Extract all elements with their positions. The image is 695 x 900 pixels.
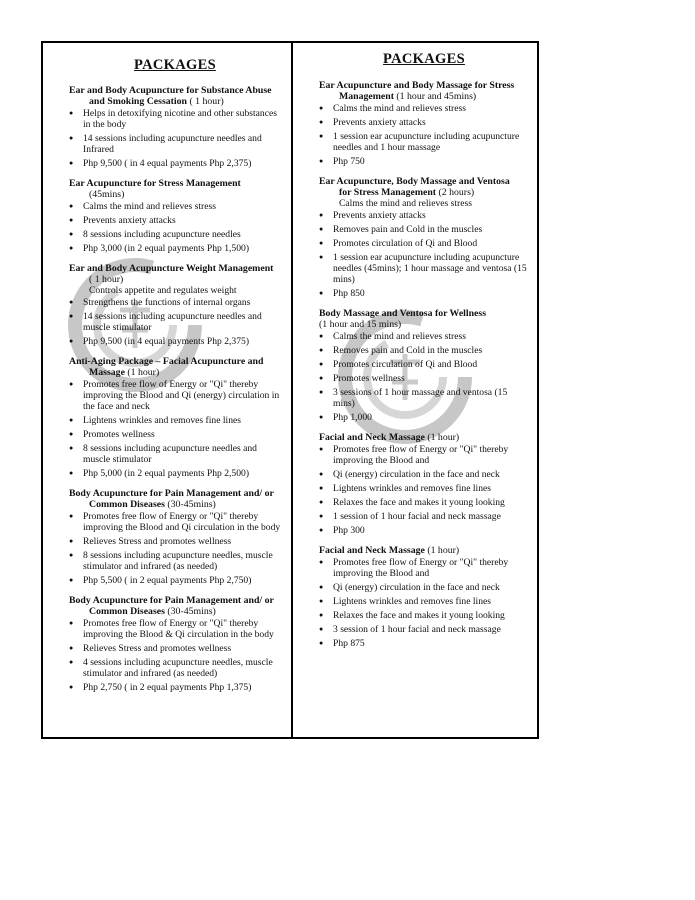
package-block [319, 308, 529, 423]
list-item: ● Php 300 [319, 525, 529, 536]
package-block [69, 263, 281, 347]
packages-sheet [41, 41, 539, 739]
list-item: ● Qi (energy) circulation in the face and neck [319, 582, 529, 593]
package-duration: (1 hour and 45mins) [396, 91, 477, 102]
package-duration: (2 hours) [438, 187, 475, 198]
list-item: ● 3 session of 1 hour facial and neck massage [319, 624, 529, 635]
package-item-list [69, 297, 281, 347]
package-title [319, 176, 529, 198]
package-duration: (45mins) [89, 189, 125, 200]
package-title-continuation [319, 91, 529, 102]
package-title [319, 432, 529, 443]
list-item: ● 4 sessions including acupuncture needles, muscle stimulator and infrared (as needed) [69, 657, 281, 679]
list-item: ● Php 1,000 [319, 412, 529, 423]
package-title [319, 545, 529, 556]
package-duration: ( 1 hour) [189, 96, 224, 107]
package-title-text: Body Massage and Ventosa for Wellness [319, 308, 487, 319]
package-duration: (30-45mins) [167, 606, 216, 617]
list-item: ● Calms the mind and relieves stress [319, 103, 529, 114]
list-item: ● Helps in detoxifying nicotine and other substances in the body [69, 108, 281, 130]
list-item: ● Promotes free flow of Energy or "Qi" thereby improving the Blood & Qi circulation in the body [69, 618, 281, 640]
package-item-list [69, 201, 281, 254]
package-title [319, 80, 529, 102]
list-item: ● Prevents anxiety attacks [69, 215, 281, 226]
package-title-cont-text: Management [339, 91, 394, 102]
list-item: ● Prevents anxiety attacks [319, 210, 529, 221]
package-item-list [319, 444, 529, 536]
list-item: ● Promotes free flow of Energy or "Qi" thereby improving the Blood and Qi (energy) circulation in the face and neck [69, 379, 281, 412]
list-item: ● Removes pain and Cold in the muscles [319, 224, 529, 235]
list-item: ● Removes pain and Cold in the muscles [319, 345, 529, 356]
right-heading: PACKAGES [383, 51, 465, 67]
list-item: ● 14 sessions including acupuncture needles and Infrared [69, 133, 281, 155]
package-block [319, 176, 529, 299]
package-title-text: Facial and Neck Massage [319, 432, 425, 443]
list-item: ● Promotes wellness [69, 429, 281, 440]
list-item: ● Qi (energy) circulation in the face and neck [319, 469, 529, 480]
package-duration: (30-45mins) [167, 499, 216, 510]
package-title [69, 178, 281, 200]
package-block [69, 595, 281, 693]
package-item-list [69, 108, 281, 169]
package-duration: (1 hour) [427, 432, 460, 443]
list-item: ● Php 3,000 (in 2 equal payments Php 1,500) [69, 243, 281, 254]
package-item-list [69, 618, 281, 693]
package-title [69, 595, 281, 617]
package-note: Controls appetite and regulates weight [89, 285, 237, 296]
package-item-list [319, 210, 529, 299]
package-title-continuation [319, 187, 529, 198]
list-item: ● 8 sessions including acupuncture needles and muscle stimulator [69, 443, 281, 465]
right-package-list [319, 80, 529, 649]
list-item: ● Relaxes the face and makes it young looking [319, 610, 529, 621]
package-duration: (1 hour) [427, 545, 460, 556]
list-item: ● 1 session ear acupuncture including acupuncture needles and 1 hour massage [319, 131, 529, 153]
list-item: ● Php 9,500 (in 4 equal payments Php 2,375) [69, 336, 281, 347]
list-item: ● Php 750 [319, 156, 529, 167]
list-item: ● 8 sessions including acupuncture needles, muscle stimulator and infrared (as needed) [69, 550, 281, 572]
package-title-continuation [69, 96, 281, 107]
list-item: ● Php 5,000 (in 2 equal payments Php 2,500) [69, 468, 281, 479]
package-title-text: Ear and Body Acupuncture Weight Management [69, 263, 274, 274]
package-title [69, 85, 281, 107]
package-duration-line [319, 319, 529, 330]
package-duration-line [69, 189, 281, 200]
package-block [319, 545, 529, 649]
package-item-list [69, 511, 281, 586]
left-heading: PACKAGES [134, 57, 216, 73]
list-item: ● Calms the mind and relieves stress [69, 201, 281, 212]
list-item: ● Promotes circulation of Qi and Blood [319, 359, 529, 370]
package-title-text: Body Acupuncture for Pain Management and/ or [69, 488, 274, 499]
list-item: ● Php 850 [319, 288, 529, 299]
list-item: ● Php 5,500 ( in 2 equal payments Php 2,750) [69, 575, 281, 586]
list-item: ● Lightens wrinkles and removes fine lines [319, 596, 529, 607]
package-duration: (1 hour) [127, 367, 160, 378]
package-title-continuation [69, 499, 281, 510]
package-title-text: Ear Acupuncture for Stress Management [69, 178, 241, 189]
list-item: ● Strengthens the functions of internal organs [69, 297, 281, 308]
list-item: ● Prevents anxiety attacks [319, 117, 529, 128]
package-title-text: Ear Acupuncture, Body Massage and Ventosa [319, 176, 510, 187]
package-block [69, 85, 281, 169]
package-block [69, 356, 281, 479]
package-title-text: Ear Acupuncture and Body Massage for Stress [319, 80, 515, 91]
package-title [69, 488, 281, 510]
list-item: ● 1 session of 1 hour facial and neck massage [319, 511, 529, 522]
list-item: ● Promotes wellness [319, 373, 529, 384]
package-duration-line [69, 274, 281, 285]
list-item: ● Promotes circulation of Qi and Blood [319, 238, 529, 249]
list-item: ● Calms the mind and relieves stress [319, 331, 529, 342]
list-item: ● 1 session ear acupuncture including acupuncture needles (45mins); 1 hour massage and ventosa (15 mins) [319, 252, 529, 285]
list-item: ● Relaxes the face and makes it young looking [319, 497, 529, 508]
package-title-continuation [69, 367, 281, 378]
package-title-cont-text: for Stress Management [339, 187, 437, 198]
list-item: ● Lightens wrinkles and removes fine lines [319, 483, 529, 494]
list-item: ● Lightens wrinkles and removes fine lines [69, 415, 281, 426]
package-title-text: Ear and Body Acupuncture for Substance Abuse [69, 85, 272, 96]
list-item: ● Php 875 [319, 638, 529, 649]
package-duration: (1 hour and 15 mins) [319, 319, 402, 330]
package-block [319, 80, 529, 167]
list-item: ● Relieves Stress and promotes wellness [69, 536, 281, 547]
package-block [69, 178, 281, 254]
left-package-list [69, 85, 281, 693]
package-item-list [69, 379, 281, 479]
package-title-cont-text: Massage [89, 367, 125, 378]
package-title [69, 263, 281, 285]
package-note: Calms the mind and relieves stress [339, 198, 472, 209]
list-item: ● Php 9,500 ( in 4 equal payments Php 2,375) [69, 158, 281, 169]
package-title-text: Facial and Neck Massage [319, 545, 425, 556]
package-title-continuation [69, 606, 281, 617]
package-title [69, 356, 281, 378]
package-block [69, 488, 281, 586]
list-item: ● Promotes free flow of Energy or "Qi" thereby improving the Blood and [319, 444, 529, 466]
package-title-cont-text: Common Diseases [89, 499, 165, 510]
package-item-list [319, 103, 529, 167]
right-column [293, 43, 539, 737]
list-item: ● Php 2,750 ( in 2 equal payments Php 1,375) [69, 682, 281, 693]
list-item: ● Promotes free flow of Energy or "Qi" thereby improving the Blood and [319, 557, 529, 579]
package-duration: ( 1 hour) [89, 274, 124, 285]
package-block [319, 432, 529, 536]
list-item: ● Promotes free flow of Energy or "Qi" thereby improving the Blood and Qi circulation in the body [69, 511, 281, 533]
package-title-text: Anti-Aging Package – Facial Acupuncture and [69, 356, 264, 367]
list-item: ● 8 sessions including acupuncture needles [69, 229, 281, 240]
list-item: ● 14 sessions including acupuncture needles and muscle stimulator [69, 311, 281, 333]
package-item-list [319, 557, 529, 649]
package-title-cont-text: Common Diseases [89, 606, 165, 617]
package-title [319, 308, 529, 330]
list-item: ● 3 sessions of 1 hour massage and ventosa (15 mins) [319, 387, 529, 409]
package-title-cont-text: and Smoking Cessation [89, 96, 187, 107]
left-column [43, 43, 291, 737]
list-item: ● Relieves Stress and promotes wellness [69, 643, 281, 654]
package-item-list [319, 331, 529, 423]
package-title-text: Body Acupuncture for Pain Management and/ or [69, 595, 274, 606]
